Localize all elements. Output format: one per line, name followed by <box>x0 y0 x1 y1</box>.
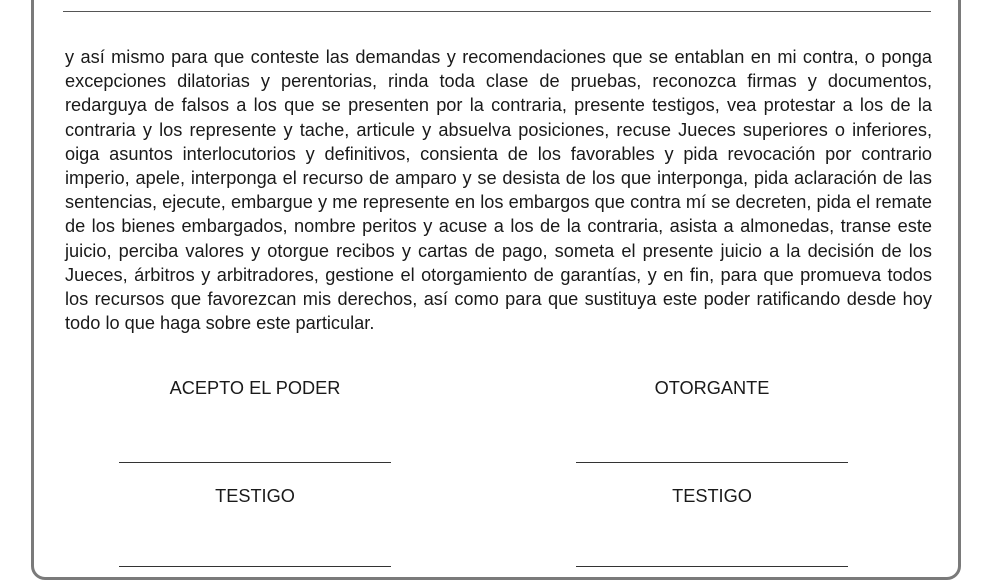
testigo-left-signature-line <box>119 566 391 567</box>
testigo-right-signature-line <box>576 566 848 567</box>
acepto-signature-line <box>119 462 391 463</box>
otorgante-signature-line <box>576 462 848 463</box>
otorgante-label: OTORGANTE <box>654 378 770 398</box>
power-of-attorney-clause: y así mismo para que conteste las demandas y recomendaciones que se entablan en mi contra, o ponga excepciones dilatorias y perentorias, rinda toda clase de pruebas, reconozca firmas y documentos, redarguya de falsos a los que se presenten por la contraria, presente testigos, vea protestar a los de la contraria y los represente y tache, articule y absuelva posiciones, recuse Jueces superiores o inferiores, oiga asuntos interlocutorios y definitivos, consienta de los favorables y pida revocación por contrario imperio, apele, interponga el recurso de amparo y se desista de los que interponga, pida aclaración de las sentencias, ejecute, embargue y me represente en los embargos que contra mí se decreten, pida el remate de los bienes embargados, nombre peritos y acuse a los de la contraria, asista a almonedas, transe este juicio, perciba valores y otorgue recibos y cartas de pago, someta el presente juicio a la decisión de los Jueces, árbitros y arbitradores, gestione el otorgamiento de garantías, y en fin, para que promueva todos los recursos que favorezcan mis derechos, así como para que sustituya este poder ratificando desde hoy todo lo que haga sobre este particular. <box>65 47 932 334</box>
top-divider <box>63 11 931 12</box>
testigo-left-label: TESTIGO <box>215 486 295 506</box>
acepto-el-poder-label: ACEPTO EL PODER <box>169 378 341 398</box>
testigo-right-label: TESTIGO <box>672 486 752 506</box>
